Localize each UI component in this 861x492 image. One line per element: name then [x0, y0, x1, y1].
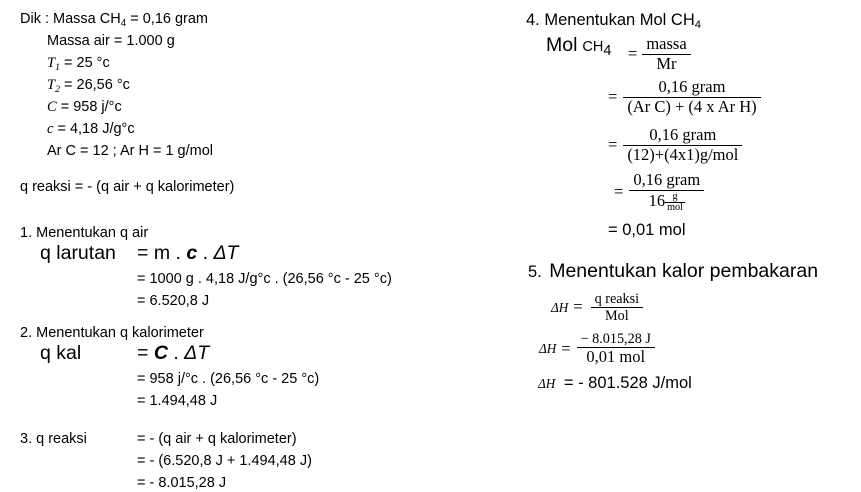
- step2-title: Menentukan q kalorimeter: [36, 325, 204, 341]
- step2-dot: .: [173, 342, 179, 364]
- step4-eq1-numerator: massa: [642, 36, 690, 55]
- given-massa-ch4-value: = 0,16 gram: [126, 11, 209, 27]
- t1-symbol: T: [47, 55, 56, 71]
- given-label: Dik :: [20, 11, 49, 27]
- step4-eq4-numerator: 0,16 gram: [629, 172, 704, 191]
- step2-heading: [20, 326, 204, 341]
- step4-subject-ch4-subscript: 4: [603, 43, 612, 60]
- t2-symbol: T: [47, 77, 56, 93]
- step5-equation-1: [551, 292, 643, 323]
- step2-delta-t: ΔT: [184, 342, 210, 364]
- t1-subscript: 1: [55, 61, 60, 73]
- t2-subscript: 2: [55, 83, 60, 95]
- step5-heading: [528, 262, 818, 282]
- step4-eq3-numerator: 0,16 gram: [623, 127, 742, 146]
- step1-line2: = 1000 g . 4,18 J/g°c . (26,56 °c - 25 °c): [137, 271, 392, 287]
- step1-dot-2: .: [202, 242, 209, 264]
- capital-c-value: = 958 j/°c: [56, 99, 122, 115]
- step4-eq4-nested-numerator: g: [665, 192, 685, 203]
- step4-eq2-denominator: (Ar C) + (4 x Ar H): [627, 96, 757, 116]
- step4-subject-ch: CH: [582, 39, 604, 55]
- step4-equation-4: [614, 172, 704, 213]
- step1-subject: q larutan: [40, 242, 116, 264]
- step3-heading: [20, 432, 87, 447]
- step4-eq3-sign: =: [608, 134, 618, 154]
- step1-c-symbol: c: [186, 242, 198, 264]
- step4-heading: [526, 12, 701, 31]
- ch4-subscript: 4: [120, 17, 127, 29]
- given-label-line: [20, 12, 208, 29]
- step3-line3: = - 8.015,28 J: [137, 475, 227, 491]
- step2-eq-sign: =: [137, 342, 149, 364]
- step5-eq3-delta-h: ΔH: [538, 376, 556, 391]
- given-ar-text: Ar C = 12 ; Ar H = 1 g/mol: [47, 143, 214, 159]
- step4-subject: [546, 36, 611, 59]
- small-c-value: = 4,18 J/g°c: [53, 121, 135, 137]
- step5-eq1-fraction: [591, 292, 644, 323]
- step4-eq3-fraction: [623, 127, 742, 163]
- step4-equation-3: [608, 127, 742, 163]
- step1-title: Menentukan q air: [36, 225, 149, 241]
- step1-formula: [137, 244, 238, 264]
- step4-eq1-sign: =: [628, 43, 638, 63]
- step1-m-symbol: m: [153, 242, 171, 264]
- step1-dot-1: .: [175, 242, 181, 264]
- step1-heading: [20, 226, 148, 241]
- small-c-symbol: c: [47, 121, 54, 137]
- step1-line3: = 6.520,8 J: [137, 293, 210, 309]
- step4-eq4-nested-denominator: mol: [667, 201, 683, 213]
- step4-eq4-fraction: [629, 172, 704, 213]
- step5-eq1-numerator: q reaksi: [591, 292, 644, 308]
- step4-number: 4.: [526, 11, 540, 29]
- capital-c-symbol: C: [47, 99, 57, 115]
- step5-eq2-denominator: 0,01 mol: [586, 347, 646, 367]
- step4-eq4-nested-fraction: [665, 192, 685, 213]
- step4-eq4-sign: =: [614, 182, 624, 202]
- step5-eq2-numerator: − 8.015,28 J: [577, 332, 655, 348]
- step4-title: Menentukan Mol CH: [544, 11, 695, 29]
- given-massa-air-text: Massa air = 1.000 g: [47, 33, 175, 49]
- given-massa-air: [47, 34, 175, 49]
- step5-eq1-delta-h: ΔH: [551, 300, 569, 316]
- t1-value: = 25 °c: [60, 55, 110, 71]
- step4-eq2-numerator: 0,16 gram: [623, 79, 760, 98]
- step2-subject: q kal: [40, 342, 82, 364]
- step5-eq2-sign: =: [561, 338, 571, 358]
- step3-number: 3.: [20, 431, 33, 447]
- step5-eq1-denominator: Mol: [605, 308, 629, 325]
- step4-eq1-denominator: Mr: [656, 53, 677, 73]
- step2-capital-c-symbol: C: [153, 342, 168, 364]
- step2-number: 2.: [20, 325, 33, 341]
- step4-eq4-denominator: [629, 191, 704, 213]
- step4-eq2-fraction: [623, 79, 760, 115]
- step4-eq3-denominator: (12)+(4x1)g/mol: [627, 144, 739, 164]
- step5-title: Menentukan kalor pembakaran: [549, 260, 819, 282]
- step2-line3: = 1.494,48 J: [137, 393, 218, 409]
- step3-title: q reaksi: [36, 431, 87, 447]
- step4-result: = 0,01 mol: [608, 221, 686, 239]
- step4-eq1-fraction: [642, 36, 690, 72]
- step4-subject-mol: Mol: [546, 34, 578, 56]
- step4-title-ch4-subscript: 4: [694, 19, 702, 32]
- given-massa-ch4-label: Massa CH: [53, 11, 121, 27]
- given-t2: [47, 78, 130, 95]
- step5-eq2-delta-h: ΔH: [539, 341, 557, 357]
- t2-value: = 26,56 °c: [60, 77, 130, 93]
- step5-eq3-text: = - 801.528 J/mol: [563, 374, 692, 392]
- step5-final-result: [538, 375, 692, 392]
- step2-formula: [137, 344, 209, 364]
- step4-eq4-den-lead: 16: [648, 190, 666, 210]
- step3-line2: = - (6.520,8 J + 1.494,48 J): [137, 453, 312, 469]
- step2-line2: = 958 j/°c . (26,56 °c - 25 °c): [137, 371, 320, 387]
- step1-eq-sign: =: [137, 242, 149, 264]
- given-t1: [47, 56, 110, 73]
- given-ar-values: [47, 144, 213, 159]
- step5-eq2-fraction: [577, 332, 655, 366]
- step1-number: 1.: [20, 225, 33, 241]
- step5-equation-2: [539, 332, 655, 366]
- step3-line1: = - (q air + q kalorimeter): [137, 431, 297, 447]
- step5-eq1-sign: =: [573, 297, 583, 317]
- given-capital-c: [47, 100, 122, 115]
- given-small-c: [47, 122, 135, 137]
- step4-equation-2: [608, 79, 761, 115]
- step4-equation-1: [628, 36, 691, 72]
- main-relation: q reaksi = - (q air + q kalorimeter): [20, 179, 235, 195]
- step5-number: 5.: [528, 263, 542, 281]
- step1-delta-t: ΔT: [213, 242, 239, 264]
- step4-eq2-sign: =: [608, 86, 618, 106]
